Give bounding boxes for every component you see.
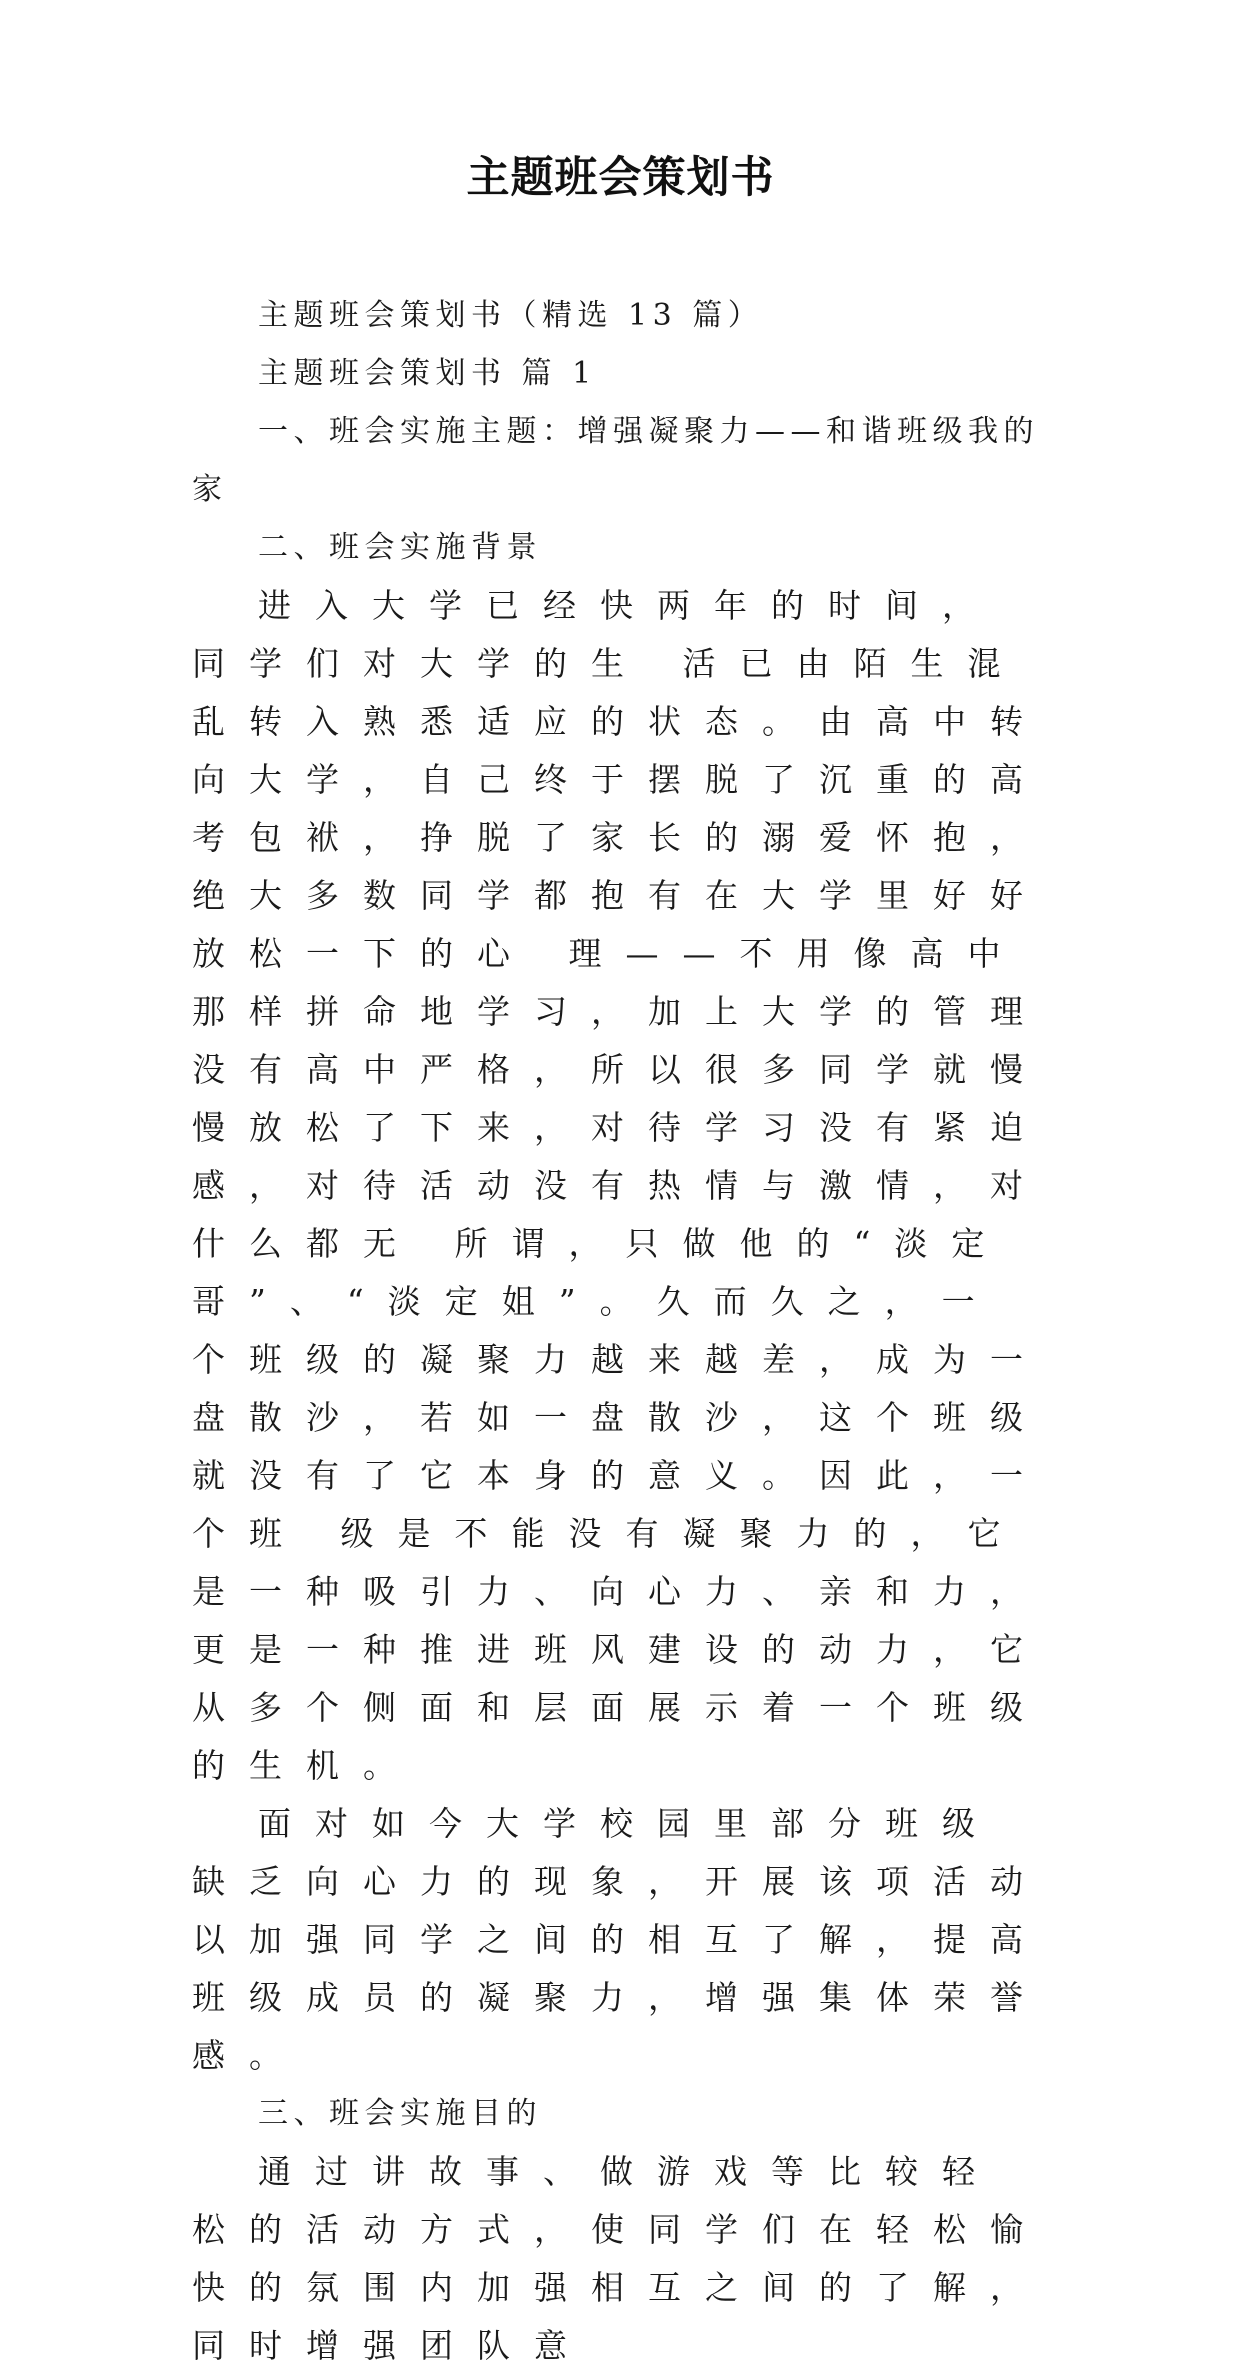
- section-heading: 二、班会实施背景: [258, 530, 542, 565]
- section-heading: 三、班会实施目的: [258, 2096, 542, 2131]
- document-title: 主题班会策划书: [466, 153, 775, 203]
- subtitle-line: 主题班会策划书（精选 13 篇）: [258, 298, 764, 333]
- body-paragraph: 面对如今大学校园里部分班级缺乏向心力的现象，开展该项活动以加强同学之间的相互了解，提高班级成员的凝聚力，增强集体荣誉感。: [192, 1804, 1047, 2075]
- section-heading: 主题班会策划书 篇 1: [258, 356, 597, 391]
- document-body: [192, 287, 1052, 2375]
- section-heading: 一、班会实施主题：增强凝聚力——和谐班级我的家: [192, 414, 1039, 507]
- body-paragraph: 通过讲故事、做游戏等比较轻松的活动方式，使同学们在轻松愉快的氛围内加强相互之间的了解，同时增强团队意: [192, 2152, 1047, 2365]
- body-paragraph: 进入大学已经快两年的时间，同学们对大学的生 活已由陌生混乱转入熟悉适应的状态。由高中转向大学，自己终于摆脱了沉重的高考包袱，挣脱了家长的溺爱怀抱，绝大多数同学都抱有在大学里好好放松一下的心 理——不用像高中那样拼命地学习，加上大学的管理没有高中严格，所以很多同学就慢慢放松了下来，对待学习没有紧迫感，对待活动没有热情与激情，对什么都无 所谓，只做他的“淡定哥”、“淡定姐”。久而久之，一个班级的凝聚力越来越差，成为一盘散沙，若如一盘散沙，这个班级就没有了它本身的意义。因此，一个班 级是不能没有凝聚力的，它是一种吸引力、向心力、亲和力，更是一种推进班风建设的动力，它从多个侧面和层面展示着一个班级的生机。: [192, 586, 1047, 1785]
